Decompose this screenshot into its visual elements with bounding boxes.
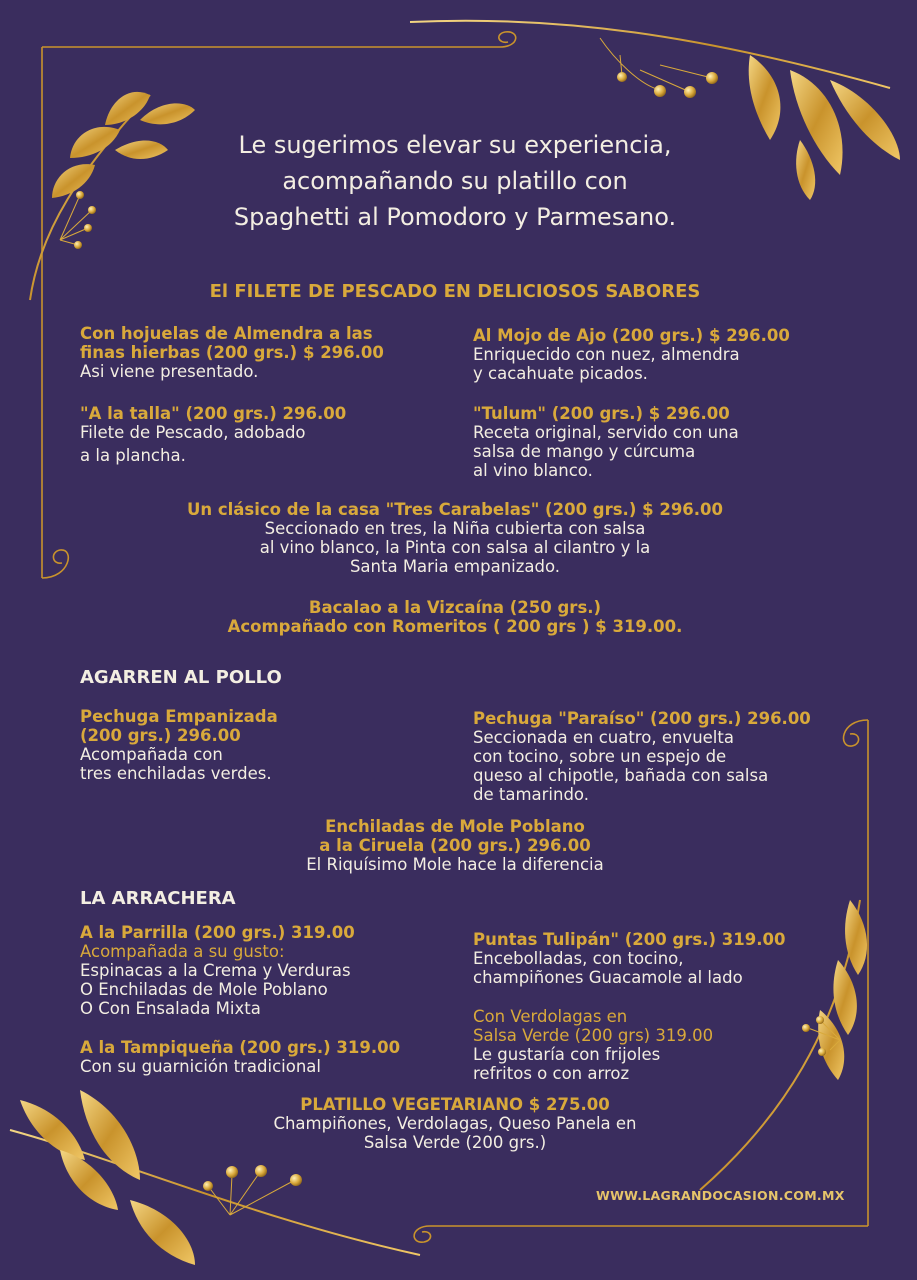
item-description: Filete de Pescado, adobado — [80, 423, 306, 442]
item-description: Acompañada con — [80, 745, 223, 764]
arrachera-heading: LA ARRACHERA — [80, 888, 236, 909]
item-description: salsa de mango y cúrcuma — [473, 442, 696, 461]
item-description: El Riquísimo Mole hace la diferencia — [306, 855, 604, 874]
item-title: "A la talla" (200 grs.) 296.00 — [80, 404, 347, 423]
item-title: (200 grs.) 296.00 — [80, 726, 241, 745]
pollo-heading: AGARREN AL POLLO — [80, 667, 282, 688]
intro-text — [150, 127, 760, 235]
item-title: finas hierbas (200 grs.) $ 296.00 — [80, 343, 384, 362]
item-description: Seccionado en tres, la Niña cubierta con salsa — [264, 519, 646, 538]
menu-item-tampiquena — [80, 1038, 400, 1076]
menu-item-a-la-talla — [80, 404, 346, 465]
item-description: y cacahuate picados. — [473, 364, 648, 383]
item-title: A la Parrilla (200 grs.) 319.00 — [80, 923, 355, 942]
item-title: "Tulum" (200 grs.) $ 296.00 — [473, 404, 730, 423]
intro-line: Le sugerimos elevar su experiencia, — [238, 131, 672, 159]
item-title: Acompañado con Romeritos ( 200 grs ) $ 319.00. — [227, 617, 683, 636]
item-description: al vino blanco, la Pinta con salsa al cilantro y la — [259, 538, 651, 557]
item-description: Receta original, servido con una — [473, 423, 739, 442]
item-description: Seccionada en cuatro, envuelta — [473, 728, 734, 747]
item-description: refritos o con arroz — [473, 1064, 630, 1083]
item-description: queso al chipotle, bañada con salsa — [473, 766, 769, 785]
item-title: Al Mojo de Ajo (200 grs.) $ 296.00 — [473, 326, 790, 345]
item-title: Enchiladas de Mole Poblano — [325, 817, 585, 836]
menu-item-mojo-de-ajo — [473, 326, 790, 383]
website-link[interactable]: WWW.LAGRANDOCASION.COM.MX — [596, 1188, 845, 1203]
menu-item-pechuga-empanizada — [80, 707, 278, 783]
item-title: Pechuga "Paraíso" (200 grs.) 296.00 — [473, 709, 811, 728]
item-description: Espinacas a la Crema y Verduras — [80, 961, 351, 980]
item-title: Puntas Tulipán" (200 grs.) 319.00 — [473, 930, 786, 949]
item-title: a la Ciruela (200 grs.) 296.00 — [319, 836, 591, 855]
intro-line: acompañando su platillo con — [282, 167, 628, 195]
item-description: Asi viene presentado. — [80, 362, 259, 381]
menu-item-parrilla — [80, 923, 355, 1018]
item-title: Con Verdolagas en — [473, 1007, 628, 1026]
item-title: A la Tampiqueña (200 grs.) 319.00 — [80, 1038, 401, 1057]
item-title: Con hojuelas de Almendra a las — [80, 324, 373, 343]
menu-item-enchiladas-mole — [205, 817, 705, 874]
menu-item-tres-carabelas — [100, 500, 810, 576]
item-description: Encebolladas, con tocino, — [473, 949, 684, 968]
menu-item-verdolagas — [473, 1007, 713, 1083]
menu-item-pechuga-paraiso — [473, 709, 811, 804]
item-description: Le gustaría con frijoles — [473, 1045, 661, 1064]
item-description: Salsa Verde (200 grs.) — [363, 1133, 547, 1152]
item-description: al vino blanco. — [473, 461, 593, 480]
item-description: Enriquecido con nuez, almendra — [473, 345, 740, 364]
item-title: Salsa Verde (200 grs) 319.00 — [473, 1026, 714, 1045]
item-description: O Enchiladas de Mole Poblano — [80, 980, 328, 999]
menu-item-puntas-tulipan — [473, 930, 785, 987]
item-description: Santa Maria empanizado. — [349, 557, 561, 576]
item-title: Un clásico de la casa "Tres Carabelas" (200 grs.) $ 296.00 — [186, 500, 724, 519]
item-description: O Con Ensalada Mixta — [80, 999, 261, 1018]
menu-item-almendra — [80, 324, 384, 381]
menu-item-vegetariano — [205, 1095, 705, 1152]
frame-top-left — [42, 32, 516, 578]
fish-heading: El FILETE DE PESCADO EN DELICIOSOS SABORES — [209, 281, 701, 302]
item-title: Bacalao a la Vizcaína (250 grs.) — [308, 598, 602, 617]
item-description: tres enchiladas verdes. — [80, 764, 272, 783]
item-description: con tocino, sobre un espejo de — [473, 747, 727, 766]
menu-item-tulum — [473, 404, 739, 480]
item-title: Pechuga Empanizada — [80, 707, 278, 726]
item-title: PLATILLO VEGETARIANO $ 275.00 — [300, 1095, 610, 1114]
item-description: champiñones Guacamole al lado — [473, 968, 743, 987]
item-description: a la plancha. — [80, 446, 186, 465]
intro-line: Spaghetti al Pomodoro y Parmesano. — [233, 203, 677, 231]
item-subtitle: Acompañada a su gusto: — [80, 942, 285, 961]
item-description: Champiñones, Verdolagas, Queso Panela en — [273, 1114, 637, 1133]
item-description: Con su guarnición tradicional — [80, 1057, 321, 1076]
menu-item-bacalao — [150, 598, 760, 636]
item-description: de tamarindo. — [473, 785, 589, 804]
